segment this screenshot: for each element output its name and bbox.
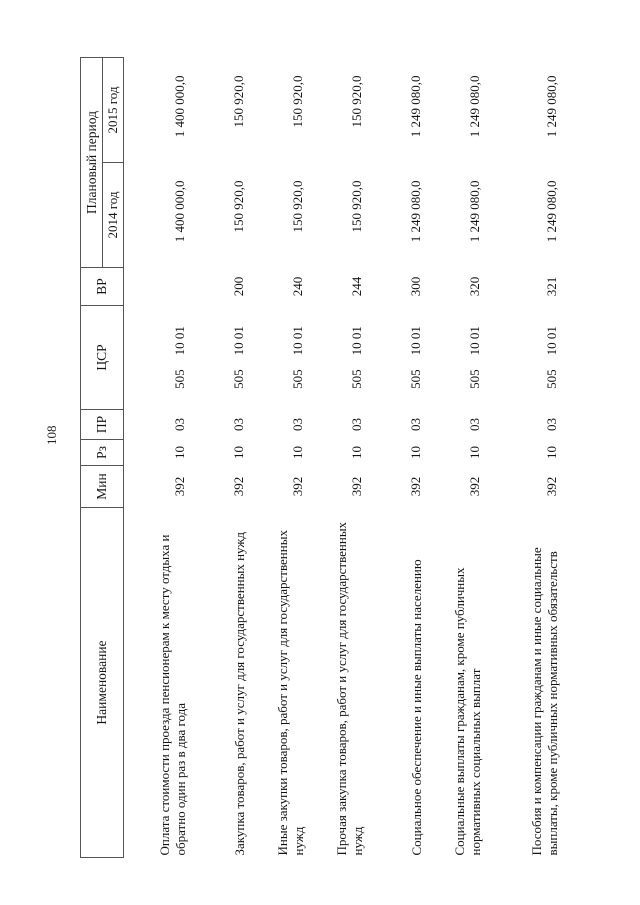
row-amount-2015: 1 249 080,0 [544,75,559,138]
row-csr-program: 505 [544,369,559,389]
row-pr: 03 [290,418,305,431]
row-csr-program: 505 [408,369,423,389]
budget-table-rotated [80,58,560,858]
row-csr-subprogram: 10 01 [290,326,305,356]
row-amount-2014: 150 920,0 [290,180,305,233]
row-amount-2014: 1 400 000,0 [172,180,187,243]
table-row [435,57,494,857]
header-csr: ЦСР [81,306,124,410]
row-vr [124,268,200,306]
row-amount-2014: 1 249 080,0 [467,180,482,243]
row-vr: 240 [290,276,305,297]
row-min: 392 [349,476,364,497]
row-csr [199,306,258,410]
page-number: 108 [44,425,59,445]
row-csr-subprogram: 10 01 [467,326,482,356]
table-header [81,57,124,857]
row-csr-program: 505 [349,369,364,389]
row-min: 392 [408,476,423,497]
row-min: 392 [231,476,246,497]
row-name: Иные закупки товаров, работ и услуг для государственных нужд [275,530,306,856]
row-name: Закупка товаров, работ и услуг для государственных нужд [232,532,247,856]
row-rz: 10 [349,446,364,459]
row-rz: 10 [467,446,482,459]
row-csr [258,306,317,410]
header-pr: ПР [81,410,124,440]
table-row [317,57,376,857]
row-amount-2015: 1 249 080,0 [467,75,482,138]
header-year-2014: 2014 год [103,163,124,268]
table-row [199,57,258,857]
row-vr: 320 [467,276,482,297]
row-csr-subprogram: 10 01 [231,326,246,356]
row-pr: 03 [467,418,482,431]
row-min: 392 [290,476,305,497]
row-csr-subprogram: 10 01 [408,326,423,356]
row-min: 392 [467,476,482,497]
row-csr-program: 505 [467,369,482,389]
row-min: 392 [172,476,187,497]
row-amount-2015: 150 920,0 [290,75,305,128]
row-pr: 03 [172,418,187,431]
row-csr [494,306,571,410]
row-name: Социальные выплаты гражданам, кроме публичных нормативных социальных выплат [452,567,483,856]
row-min: 392 [544,476,559,497]
row-amount-2015: 1 249 080,0 [408,75,423,138]
table-row [376,57,435,857]
row-csr [376,306,435,410]
row-pr: 03 [349,418,364,431]
row-amount-2014: 150 920,0 [231,180,246,233]
row-vr: 244 [349,276,364,297]
row-rz: 10 [544,446,559,459]
row-csr [124,306,200,410]
row-name: Пособия и компенсации гражданам и иные социальные выплаты, кроме публичных нормативных обязательств [529,547,560,856]
header-year-2015: 2015 год [103,57,124,162]
row-amount-2014: 1 249 080,0 [544,180,559,243]
row-pr: 03 [408,418,423,431]
table-row [494,57,571,857]
row-csr-subprogram: 10 01 [172,326,187,356]
header-vr: ВР [81,268,124,306]
row-amount-2015: 150 920,0 [231,75,246,128]
row-csr [435,306,494,410]
row-name: Прочая закупка товаров, работ и услуг для государственных нужд [334,521,365,856]
table-row [258,57,317,857]
row-rz: 10 [231,446,246,459]
row-amount-2014: 150 920,0 [349,180,364,233]
row-csr-subprogram: 10 01 [349,326,364,356]
row-csr-program: 505 [172,369,187,389]
row-csr [317,306,376,410]
row-rz: 10 [290,446,305,459]
row-amount-2014: 1 249 080,0 [408,180,423,243]
row-rz: 10 [408,446,423,459]
row-rz: 10 [172,446,187,459]
table-row [124,57,200,857]
header-min: Мин [81,466,124,508]
header-name: Наименование [81,508,124,858]
row-name: Социальное обеспечение и иные выплаты населению [409,559,424,856]
row-vr: 300 [408,276,423,297]
budget-table [80,57,571,858]
row-pr: 03 [231,418,246,431]
row-csr-subprogram: 10 01 [544,326,559,356]
row-vr: 200 [231,276,246,297]
row-pr: 03 [544,418,559,431]
row-amount-2015: 1 400 000,0 [172,75,187,138]
row-csr-program: 505 [290,369,305,389]
header-rz: Рз [81,440,124,466]
row-vr: 321 [544,276,559,297]
header-plan-period: Плановый период [81,57,103,267]
table-body [124,57,572,857]
row-name: Оплата стоимости проезда пенсионерам к месту отдыха и обратно один раз в два года [157,534,188,856]
row-amount-2015: 150 920,0 [349,75,364,128]
row-csr-program: 505 [231,369,246,389]
